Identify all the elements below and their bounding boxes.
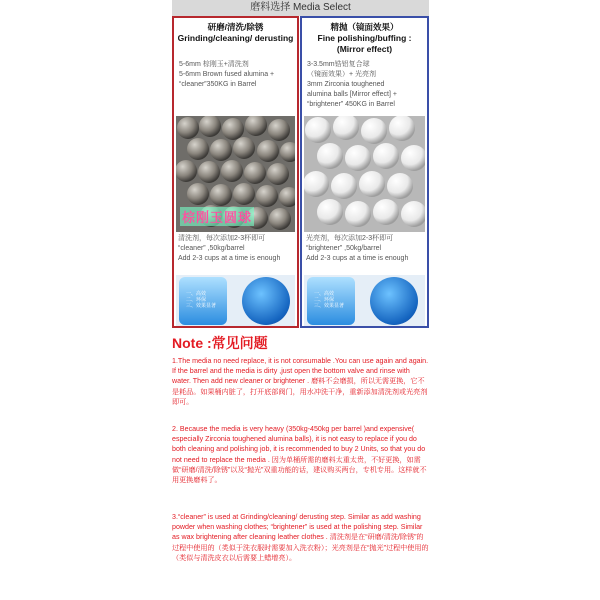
tank-label bbox=[314, 291, 344, 309]
tank-label-line: 一、高效 bbox=[314, 291, 335, 297]
tank-label-line: 三、效果显著 bbox=[186, 303, 217, 309]
grinding-desc-line: 5-6mm Brown fused alumina + bbox=[179, 71, 275, 78]
note-paragraph-1: 1.The media no need replace, it is not consumable .You can use again and again. If the barrel and the media is dirty ,just open the bottom valve and rinse with water. Then add new cleaner or brightener . 磨料不会磨损，所以无需更换，它不是耗品。如果桶内脏了，打开底部阀门，用水冲洗干净，重新添加清洗剂或光亮剂即可。 bbox=[172, 357, 429, 406]
brown-alumina-balls-photo bbox=[176, 116, 295, 232]
photo-caption: 棕刚玉圆球 bbox=[180, 207, 254, 226]
cleaner-note-line: Add 2-3 cups at a time is enough bbox=[178, 255, 281, 262]
polishing-desc-line: 3mm Zirconia toughened bbox=[307, 81, 385, 88]
tank-label-line: 二、环保 bbox=[186, 297, 207, 303]
tank-label-line: 二、环保 bbox=[314, 297, 335, 303]
polishing-title-line: (Mirror effect) bbox=[336, 44, 393, 54]
polishing-desc-line: （镜面效果）+ 光亮剂 bbox=[307, 71, 377, 78]
polishing-title bbox=[302, 22, 427, 55]
media-select-header: 磨料选择 Media Select bbox=[172, 0, 429, 16]
polishing-title-line: Fine polishing/buffing : bbox=[317, 33, 412, 43]
brightener-note-line: Add 2-3 cups at a time is enough bbox=[306, 255, 409, 262]
polishing-column bbox=[300, 16, 429, 328]
note-paragraph-2: 2. Because the media is very heavy (350kg-450kg per barrel )and expensive( especially Zirconia toughened alumina balls), it is not easy to replace if you do both cleaning and polishing job, it is recommended to buy 2 Units, so that you do not need to replace the media . 因为单桶所需的磨料太重太贵，不好更换，如需做“研磨/清洗/除锈”以及“抛光”双重功能的话，建议购买两台，专机专用。这样就不用更换磨料了。 bbox=[172, 425, 427, 485]
cleaner-note-line: “cleaner” ,50kg/barrel bbox=[178, 245, 245, 252]
tank-label bbox=[186, 291, 216, 309]
grinding-title: 研磨/清洗/除锈 Grinding/cleaning/ derusting bbox=[177, 22, 294, 43]
tank-label-line: 三、效果显著 bbox=[314, 303, 345, 309]
brightener-usage-note bbox=[306, 234, 425, 264]
note-paragraph-3: 3.“cleaner” is used at Grinding/cleaning/ derusting step. Similar as add washing powder when washing clothes; “brightener” is used at the polishing step. Similar as wax brightening after cleaning leather clothes . 清洗剂是在“研磨/清洗/除锈”的过程中使用的（类似于洗衣服时需要加入洗衣粉）；光亮剂是在“抛光”过程中使用的（类似与清洗皮衣以后需要上蜡增亮）。 bbox=[172, 513, 429, 562]
polishing-title-line: 精抛（镜面效果） bbox=[330, 22, 399, 32]
cleaner-bucket bbox=[242, 277, 290, 325]
note-heading: Note :常见问题 bbox=[172, 335, 268, 351]
cleaner-tank bbox=[179, 277, 227, 325]
polishing-desc-line: alumina balls [Mirror effect] + bbox=[307, 91, 397, 98]
cleaner-barrels-photo bbox=[176, 275, 295, 326]
grinding-desc-line: “cleaner”350KG in Barrel bbox=[179, 81, 257, 88]
brightener-note-line: “brightener” ,50kg/barrel bbox=[306, 245, 382, 252]
grinding-desc-line: 5-6mm 棕刚玉+清洗剂 bbox=[179, 61, 249, 68]
white-balls-illustration bbox=[304, 116, 425, 232]
zirconia-balls-photo bbox=[304, 116, 425, 232]
brightener-bucket bbox=[370, 277, 418, 325]
cleaner-note-line: 清洗剂，每次添加2-3杯即可 bbox=[178, 235, 266, 242]
polishing-desc-line: “brightener” 450KG in Barrel bbox=[307, 101, 395, 108]
brightener-note-line: 光亮剂，每次添加2-3杯即可 bbox=[306, 235, 394, 242]
cleaner-usage-note bbox=[178, 234, 295, 264]
grinding-description bbox=[179, 60, 294, 90]
brightener-tank bbox=[307, 277, 355, 325]
polishing-description bbox=[307, 60, 424, 110]
brightener-barrels-photo bbox=[304, 275, 425, 326]
polishing-desc-line: 3-3.5mm锆铝复合球 bbox=[307, 61, 370, 68]
grinding-column bbox=[172, 16, 299, 328]
tank-label-line: 一、高效 bbox=[186, 291, 207, 297]
